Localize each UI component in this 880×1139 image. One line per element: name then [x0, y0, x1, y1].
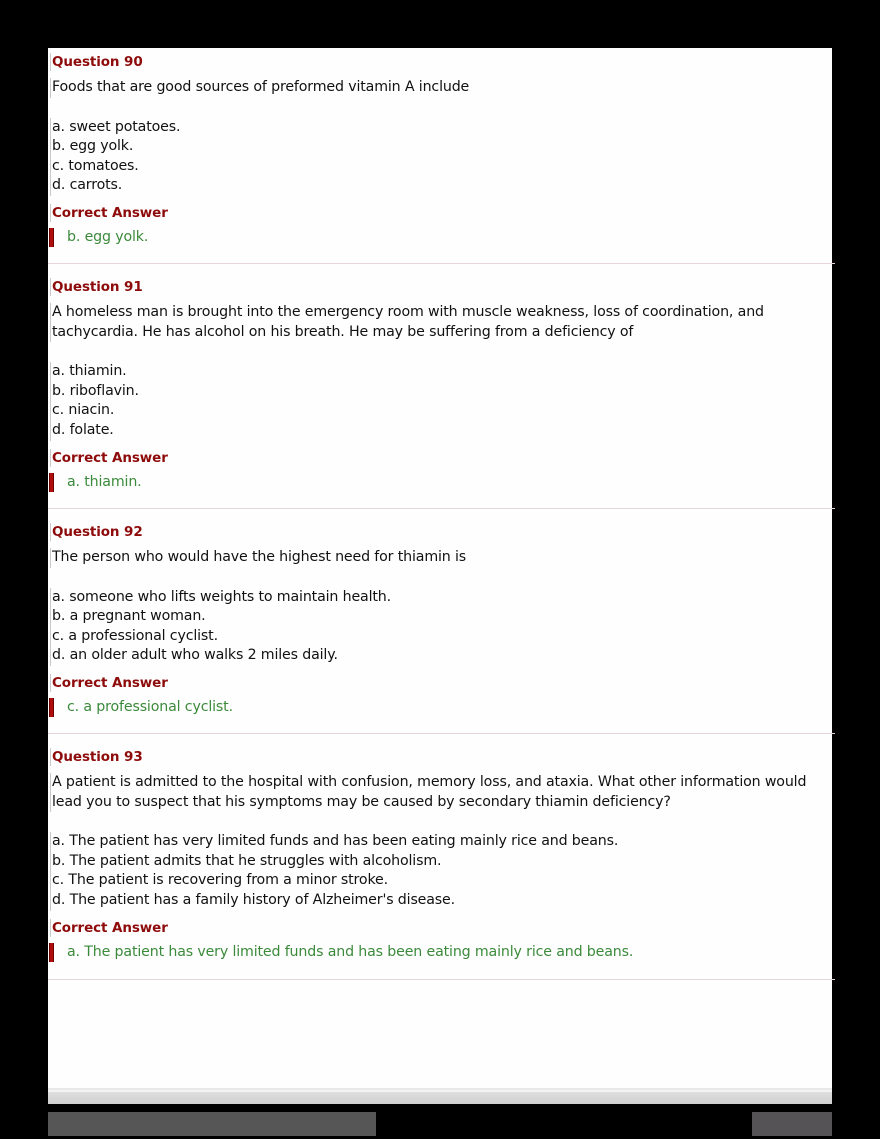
option-d: d. an older adult who walks 2 miles daily. [50, 646, 835, 666]
option-c: c. a professional cyclist. [50, 627, 835, 647]
question-text: Foods that are good sources of preformed vitamin A include [50, 78, 835, 98]
correct-answer-text: a. thiamin. [67, 473, 142, 490]
question-title: Question 93 [50, 748, 835, 766]
options-list [51, 588, 835, 666]
answer-marker-icon [49, 698, 54, 717]
horizontal-scrollbar[interactable] [48, 1088, 832, 1104]
option-c: c. The patient is recovering from a minor stroke. [50, 871, 835, 891]
question-title: Question 91 [50, 278, 835, 296]
option-c: c. tomatoes. [50, 157, 835, 177]
option-d: d. carrots. [50, 176, 835, 196]
correct-answer [51, 698, 835, 718]
option-a: a. sweet potatoes. [50, 118, 835, 138]
correct-answer-text: c. a professional cyclist. [67, 698, 233, 715]
option-b: b. riboflavin. [50, 382, 835, 402]
option-b: b. a pregnant woman. [50, 607, 835, 627]
question-title: Question 92 [50, 523, 835, 541]
question-title: Question 90 [50, 53, 835, 71]
option-b: b. egg yolk. [50, 137, 835, 157]
correct-answer-text: a. The patient has very limited funds and has been eating mainly rice and beans. [67, 943, 634, 960]
option-b: b. The patient admits that he struggles with alcoholism. [50, 852, 835, 872]
options-list [51, 362, 835, 440]
question-90 [48, 53, 835, 264]
option-d: d. The patient has a family history of Alzheimer's disease. [50, 891, 835, 911]
question-91 [48, 278, 835, 509]
question-text: A patient is admitted to the hospital with confusion, memory loss, and ataxia. What other information would lead you to suspect that his symptoms may be caused by secondary thiamin deficiency? [50, 773, 827, 812]
options-list [51, 832, 835, 910]
option-d: d. folate. [50, 421, 835, 441]
correct-answer-text: b. egg yolk. [67, 228, 149, 245]
correct-answer [51, 473, 835, 493]
document-page [48, 48, 832, 1088]
correct-answer-label: Correct Answer [50, 674, 835, 692]
option-a: a. someone who lifts weights to maintain health. [50, 588, 835, 608]
correct-answer-label: Correct Answer [50, 449, 835, 467]
correct-answer-label: Correct Answer [50, 204, 835, 222]
answer-marker-icon [49, 943, 54, 962]
question-93 [48, 748, 835, 980]
answer-marker-icon [49, 473, 54, 492]
option-a: a. The patient has very limited funds and has been eating mainly rice and beans. [50, 832, 835, 852]
question-text: The person who would have the highest need for thiamin is [50, 548, 835, 568]
correct-answer [51, 228, 835, 248]
option-a: a. thiamin. [50, 362, 835, 382]
answer-marker-icon [49, 228, 54, 247]
question-text: A homeless man is brought into the emergency room with muscle weakness, loss of coordination, and tachycardia. He has alcohol on his breath. He may be suffering from a deficiency of [50, 303, 827, 342]
correct-answer-label: Correct Answer [50, 919, 835, 937]
correct-answer [51, 943, 835, 963]
question-92 [48, 523, 835, 734]
footer-bar-right [752, 1112, 832, 1136]
footer-bar-left [48, 1112, 376, 1136]
options-list [51, 118, 835, 196]
option-c: c. niacin. [50, 401, 835, 421]
